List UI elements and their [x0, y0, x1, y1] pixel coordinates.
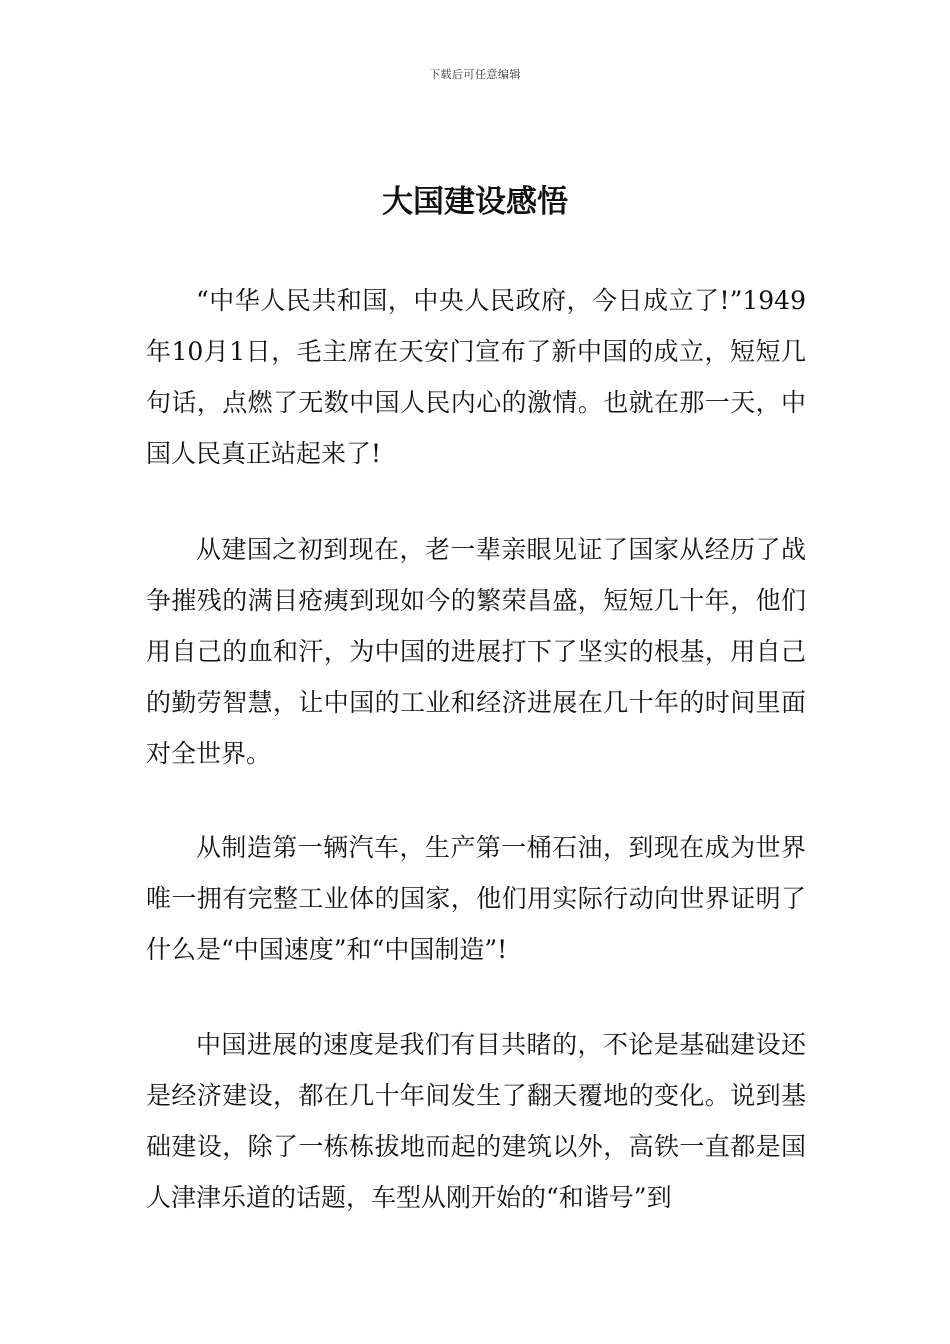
paragraph-2-block — [146, 524, 806, 779]
paragraph-3: 从制造第一辆汽车，生产第一桶石油，到现在成为世界唯一拥有完整工业体的国家，他们用实际行动向世界证明了什么是“中国速度”和“中国制造”! — [146, 833, 806, 964]
paragraph-3-block — [146, 822, 806, 975]
paragraph-1: “中华人民共和国，中央人民政府，今日成立了!”1949年10月1日，毛主席在天安门宣布了新中国的成立，短短几句话，点燃了无数中国人民内心的激情。也就在那一天，中国人民真正站起来了! — [146, 286, 806, 468]
document-title: 大国建设感悟 — [382, 184, 568, 220]
paragraph-2: 从建国之初到现在，老一辈亲眼见证了国家从经历了战争摧残的满目疮痍到现如今的繁荣昌盛，短短几十年，他们用自己的血和汗，为中国的进展打下了坚实的根基，用自己的勤劳智慧，让中国的工业和经济进展在几十年的时间里面对全世界。 — [146, 535, 806, 768]
paragraph-4: 中国进展的速度是我们有目共睹的，不论是基础建设还是经济建设，都在几十年间发生了翻天覆地的变化。说到基础建设，除了一栋栋拔地而起的建筑以外，高铁一直都是国人津津乐道的话题，车型从刚开始的“和谐号”到 — [146, 1030, 806, 1212]
paragraph-1-block — [146, 275, 806, 479]
paragraph-4-block — [146, 1019, 806, 1223]
header-note: 下载后可任意编辑 — [429, 68, 521, 81]
